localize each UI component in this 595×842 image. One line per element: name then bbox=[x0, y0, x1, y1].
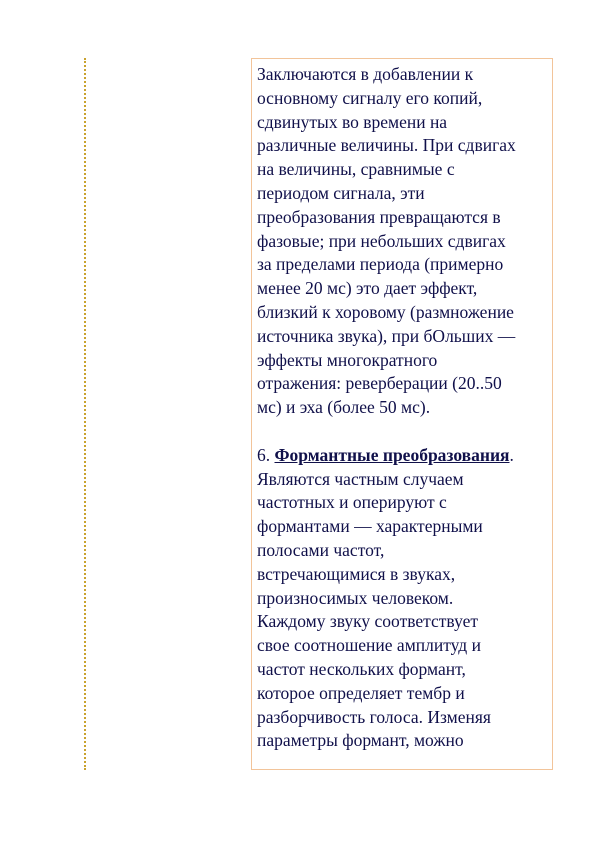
text-line: частотных и оперируют с bbox=[257, 492, 447, 513]
text-line: различные величины. При сдвигах bbox=[257, 135, 516, 156]
text-line: эффекты многократного bbox=[257, 349, 438, 370]
text-line: частот нескольких формант, bbox=[257, 658, 466, 679]
text-line: полосами частот, bbox=[257, 539, 385, 560]
margin-dotted-rule bbox=[84, 58, 86, 770]
text-line: свое соотношение амплитуд и bbox=[257, 635, 481, 656]
section-heading bbox=[257, 444, 553, 468]
text-line: фазовые; при небольших сдвигах bbox=[257, 230, 506, 251]
text-line: мс) и эха (более 50 мс). bbox=[257, 397, 431, 418]
text-line: параметры формант, можно bbox=[257, 730, 464, 751]
text-line: Являются частным случаем bbox=[257, 468, 464, 489]
section-title-end: . bbox=[509, 444, 514, 465]
section-number: 6. bbox=[257, 444, 275, 465]
text-line: за пределами периода (примерно bbox=[257, 254, 504, 275]
text-line: периодом сигнала, эти bbox=[257, 182, 425, 203]
section-formant bbox=[257, 444, 553, 753]
text-line: основному сигналу его копий, bbox=[257, 87, 483, 108]
text-line: которое определяет тембр и bbox=[257, 682, 465, 703]
text-line: разборчивость голоса. Изменяя bbox=[257, 706, 491, 727]
paragraph-gap bbox=[257, 420, 553, 444]
text-line: близкий к хоровому (размножение bbox=[257, 301, 514, 322]
text-line: менее 20 мс) это дает эффект, bbox=[257, 278, 478, 299]
text-line: произносимых человеком. bbox=[257, 587, 454, 608]
text-line: на величины, сравнимые с bbox=[257, 159, 455, 180]
text-line: встречающимися в звуках, bbox=[257, 563, 456, 584]
text-line: Заключаются в добавлении к bbox=[257, 64, 474, 84]
text-line: отражения: реверберации (20..50 bbox=[257, 373, 502, 394]
text-line: источника звука), при бОльших — bbox=[257, 325, 516, 346]
text-line: формантами — характерными bbox=[257, 516, 483, 537]
text-column bbox=[257, 63, 553, 753]
text-line: Каждому звуку соответствует bbox=[257, 611, 479, 632]
text-line: сдвинутых во времени на bbox=[257, 111, 448, 132]
section-title: Формантные преобразования bbox=[274, 444, 510, 465]
paragraph-reverb bbox=[257, 63, 553, 420]
text-line: преобразования превращаются в bbox=[257, 206, 501, 227]
